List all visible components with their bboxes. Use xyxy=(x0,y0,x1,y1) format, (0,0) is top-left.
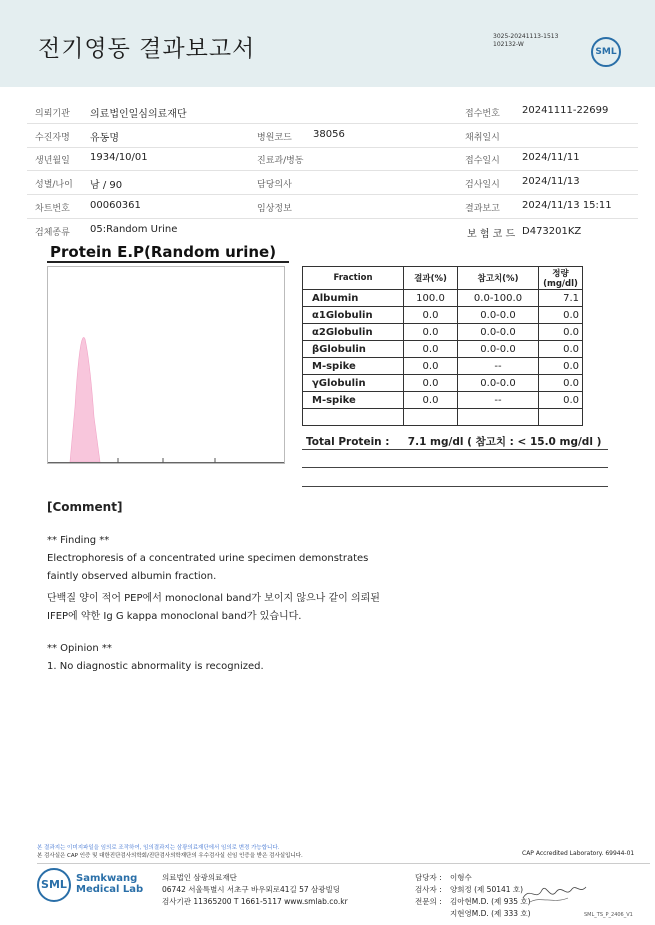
org-name-line2: Medical Lab xyxy=(76,884,144,895)
comment-line: Electrophoresis of a concentrated urine specimen demonstrates xyxy=(47,553,369,564)
info-row xyxy=(27,219,638,242)
reference-range-cell xyxy=(458,409,539,426)
electrophoresis-curve xyxy=(48,267,284,463)
footer-note: 본 결과지는 이미지파일을 임의로 조작하여, 임의결과지는 삼광의료재단에서 임의로 변경 가능합니다. xyxy=(37,845,280,851)
org-address-line: 의료법인 삼광의료재단 xyxy=(162,873,237,882)
comment-line: IFEP에 약한 Ig G kappa monoclonal band가 있습니다. xyxy=(47,611,302,622)
comment-line: 1. No diagnostic abnormality is recognized. xyxy=(47,661,264,672)
fraction-name-cell: M-spike xyxy=(303,358,404,375)
document-id-line1: 3025-20241113-1513 xyxy=(493,33,559,40)
quantity-cell xyxy=(539,409,583,426)
footer-note: 본 검사실은 CAP 인증 및 대한진단검사의학회/진단검사의학재단의 우수검사실 신임 인증을 받은 검사실입니다. xyxy=(37,853,303,859)
divider-line xyxy=(302,449,608,450)
info-row xyxy=(27,100,638,124)
info-value: 유동명 xyxy=(90,133,119,144)
info-label: 접수번호 xyxy=(465,109,500,119)
staff-name: 지현영M.D. (제 333 호) xyxy=(450,909,531,918)
info-label: 임상정보 xyxy=(257,204,292,214)
result-percent-cell: 0.0 xyxy=(404,358,458,375)
quantity-cell: 0.0 xyxy=(539,358,583,375)
quantity-cell: 0.0 xyxy=(539,341,583,358)
info-label: 채취일시 xyxy=(465,133,500,143)
info-row xyxy=(27,171,638,195)
cap-accreditation: CAP Accredited Laboratory. 69944-01 xyxy=(522,850,635,857)
table-row xyxy=(303,409,583,426)
info-value: 2024/11/13 xyxy=(522,176,580,187)
fraction-name-cell: M-spike xyxy=(303,392,404,409)
info-value: 00060361 xyxy=(90,200,141,211)
result-percent-cell: 0.0 xyxy=(404,324,458,341)
info-value: 05:Random Urine xyxy=(90,224,178,235)
quantity-cell: 0.0 xyxy=(539,324,583,341)
info-label: 성별/나이 xyxy=(35,180,73,190)
reference-range-cell: 0.0-0.0 xyxy=(458,341,539,358)
fraction-name-cell xyxy=(303,409,404,426)
info-value: 남 / 90 xyxy=(90,180,123,191)
info-label: 담당의사 xyxy=(257,180,292,190)
reference-range-cell: -- xyxy=(458,392,539,409)
result-percent-cell: 0.0 xyxy=(404,375,458,392)
reference-range-cell: -- xyxy=(458,358,539,375)
footer-divider xyxy=(37,863,650,864)
table-row xyxy=(303,375,583,392)
quantity-cell: 0.0 xyxy=(539,375,583,392)
quantity-cell: 0.0 xyxy=(539,307,583,324)
result-percent-cell xyxy=(404,409,458,426)
info-label: 병원코드 xyxy=(257,133,292,143)
divider-line xyxy=(302,467,608,468)
org-name-line1: Samkwang xyxy=(76,873,138,884)
electrophoresis-graph xyxy=(47,266,285,464)
info-value: 1934/10/01 xyxy=(90,152,148,163)
reference-range-cell: 0.0-0.0 xyxy=(458,375,539,392)
albumin-peak xyxy=(70,337,100,462)
total-protein-value: 7.1 mg/dl xyxy=(407,436,464,448)
quantity-cell: 0.0 xyxy=(539,392,583,409)
fraction-table xyxy=(302,266,583,426)
staff-role: 전문의 : xyxy=(415,897,442,906)
info-value: 2024/11/11 xyxy=(522,152,580,163)
info-label: 결과보고 xyxy=(465,204,500,214)
fraction-name-cell: α2Globulin xyxy=(303,324,404,341)
reference-range-cell: 0.0-0.0 xyxy=(458,307,539,324)
table-row xyxy=(303,324,583,341)
table-row xyxy=(303,392,583,409)
info-label: 검체종류 xyxy=(35,228,70,238)
sml-logo-icon: SML xyxy=(591,37,621,67)
info-label: 생년월일 xyxy=(35,156,70,166)
signature-icon xyxy=(520,878,590,906)
document-id xyxy=(493,33,558,49)
info-label: 수진자명 xyxy=(35,133,70,143)
column-header: Fraction xyxy=(303,267,404,290)
org-name xyxy=(76,873,143,895)
sml-footer-logo-icon: SML xyxy=(37,868,71,902)
info-value: 2024/11/13 15:11 xyxy=(522,200,612,211)
result-percent-cell: 0.0 xyxy=(404,307,458,324)
info-row xyxy=(27,147,638,171)
comment-line: ** Finding ** xyxy=(47,535,110,546)
fraction-name-cell: α1Globulin xyxy=(303,307,404,324)
info-label: 검사일시 xyxy=(465,180,500,190)
org-address-line: 06742 서울특별시 서초구 바우뫼로41길 57 삼광빌딩 xyxy=(162,885,341,894)
result-percent-cell: 100.0 xyxy=(404,290,458,307)
info-label: 의뢰기관 xyxy=(35,109,70,119)
fraction-name-cell: βGlobulin xyxy=(303,341,404,358)
info-value: 38056 xyxy=(313,129,345,140)
comment-line: 단백질 양이 적어 PEP에서 monoclonal band가 보이지 않으나 같이 의뢰된 xyxy=(47,593,380,604)
total-protein-label: Total Protein : xyxy=(306,436,390,448)
staff-name: 양희정 (제 50141 호) xyxy=(450,885,524,894)
table-row xyxy=(303,290,583,307)
total-protein-reference: ( 참고치 : < 15.0 mg/dl ) xyxy=(467,436,602,448)
section-title: Protein E.P(Random urine) xyxy=(50,243,277,261)
info-label: 진료과/병동 xyxy=(257,156,304,166)
table-row xyxy=(303,358,583,375)
fraction-name-cell: Albumin xyxy=(303,290,404,307)
report-header xyxy=(0,0,655,87)
table-row xyxy=(303,341,583,358)
comment-line: ** Opinion ** xyxy=(47,643,112,654)
info-value: 20241111-22699 xyxy=(522,105,609,116)
table-header-row xyxy=(303,267,583,290)
document-id-line2: 102132-W xyxy=(493,41,524,48)
info-label: 보 험 코 드 xyxy=(467,229,516,240)
info-row xyxy=(27,195,638,219)
info-value: 의료법인일심의료재단 xyxy=(90,109,187,120)
info-row xyxy=(27,124,638,148)
column-header: 결과(%) xyxy=(404,267,458,290)
comment-title: [Comment] xyxy=(47,500,123,514)
result-percent-cell: 0.0 xyxy=(404,392,458,409)
staff-role: 담당자 : xyxy=(415,873,442,882)
org-address-line: 검사기관 11365200 T 1661-5117 www.smlab.co.kr xyxy=(162,897,348,906)
table-row xyxy=(303,307,583,324)
staff-role: 검사자 : xyxy=(415,885,442,894)
staff-name: 김아현M.D. (제 935 호) xyxy=(450,897,531,906)
result-percent-cell: 0.0 xyxy=(404,341,458,358)
column-header: 참고치(%) xyxy=(458,267,539,290)
staff-name: 이형수 xyxy=(450,873,472,882)
total-protein xyxy=(306,434,601,449)
comment-line: faintly observed albumin fraction. xyxy=(47,571,217,582)
reference-range-cell: 0.0-0.0 xyxy=(458,324,539,341)
reference-range-cell: 0.0-100.0 xyxy=(458,290,539,307)
section-title-underline xyxy=(47,261,289,263)
column-header: 정량(mg/dl) xyxy=(539,267,583,290)
form-code: SML_TS_P_2406_V1 xyxy=(584,912,633,918)
quantity-cell: 7.1 xyxy=(539,290,583,307)
fraction-name-cell: γGlobulin xyxy=(303,375,404,392)
divider-line xyxy=(302,486,608,487)
info-label: 차트번호 xyxy=(35,204,70,214)
report-title: 전기영동 결과보고서 xyxy=(38,36,256,62)
info-value: D473201KZ xyxy=(522,226,582,237)
info-label: 접수일시 xyxy=(465,156,500,166)
